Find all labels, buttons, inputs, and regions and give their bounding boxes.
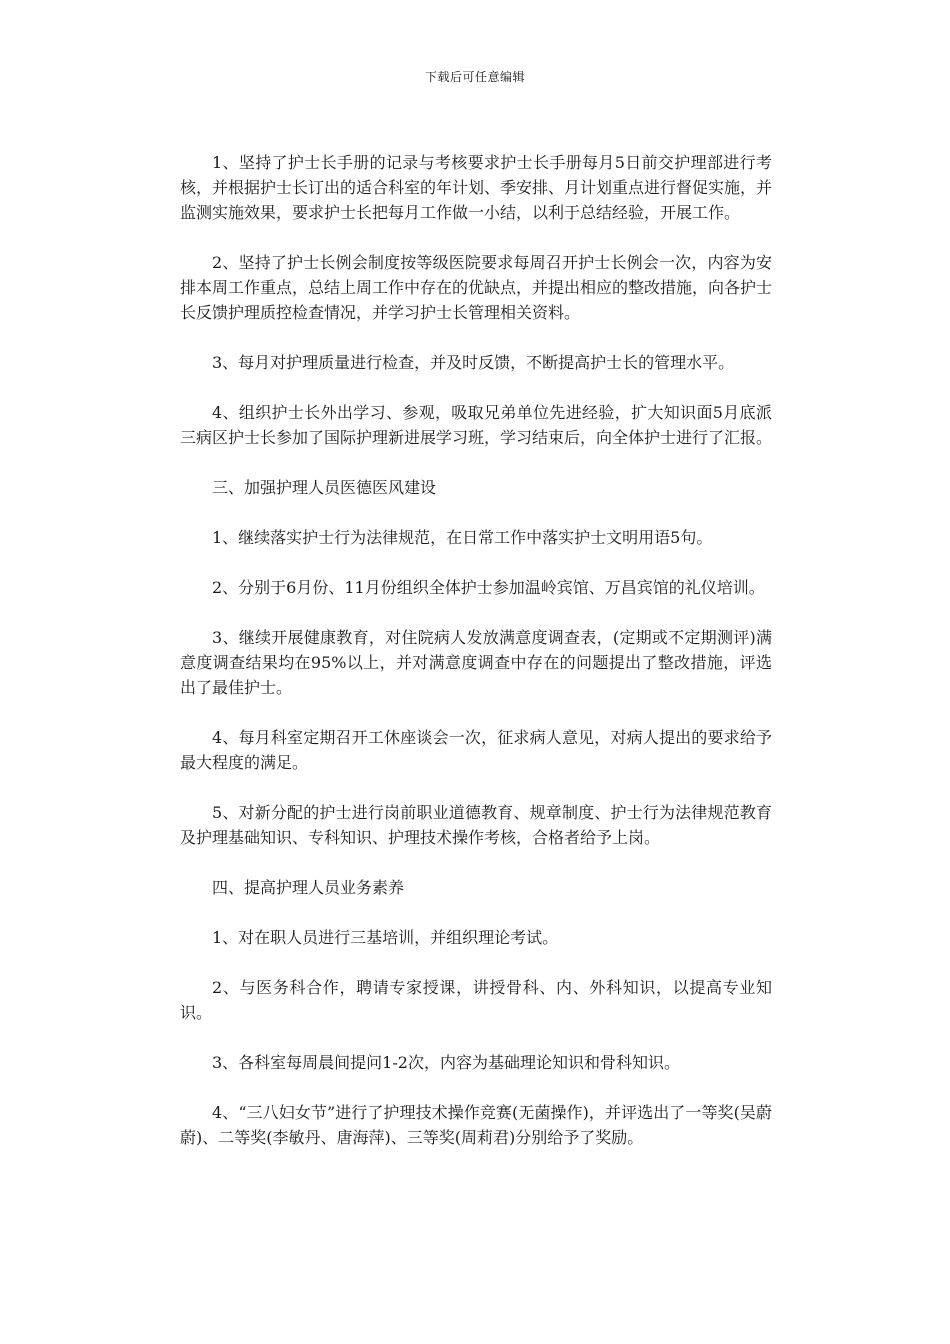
- paragraph: 1、继续落实护士行为法律规范，在日常工作中落实护士文明用语5句。: [212, 528, 713, 547]
- paragraph: 3、继续开展健康教育，对住院病人发放满意度调查表，(定期或不定期测评)满意度调查结果均在95%以上，并对满意度调查中存在的问题提出了整改措施，评选出了最佳护士。: [180, 628, 772, 697]
- section-heading: 三、加强护理人员医德医风建设: [212, 478, 437, 497]
- paragraph: 4、每月科室定期召开工休座谈会一次，征求病人意见，对病人提出的要求给予最大程度的满足。: [180, 728, 772, 772]
- paragraph: 2、坚持了护士长例会制度按等级医院要求每周召开护士长例会一次，内容为安排本周工作重点，总结上周工作中存在的优缺点，并提出相应的整改措施，向各护士长反馈护理质控检查情况，并学习护士长管理相关资料。: [180, 253, 773, 322]
- paragraph: 4、“三八妇女节”进行了护理技术操作竞赛(无菌操作)，并评选出了一等奖(吴蔚蔚)、二等奖(李敏丹、唐海萍)、三等奖(周莉君)分别给予了奖励。: [180, 1103, 772, 1147]
- page-header: 下载后可任意编辑: [424, 70, 525, 84]
- paragraph: 2、分别于6月份、11月份组织全体护士参加温岭宾馆、万昌宾馆的礼仪培训。: [212, 578, 765, 597]
- paragraph: 1、坚持了护士长手册的记录与考核要求护士长手册每月5日前交护理部进行考核，并根据护士长订出的适合科室的年计划、季安排、月计划重点进行督促实施，并监测实施效果，要求护士长把每月工作做一小结，以利于总结经验，开展工作。: [180, 153, 773, 222]
- section-heading: 四、提高护理人员业务素养: [212, 878, 405, 897]
- paragraph: 3、各科室每周晨间提问1-2次，内容为基础理论知识和骨科知识。: [212, 1053, 680, 1072]
- document-body: [180, 150, 772, 1175]
- paragraph: 2、与医务科合作，聘请专家授课，讲授骨科、内、外科知识，以提高专业知识。: [180, 978, 772, 1022]
- paragraph: 5、对新分配的护士进行岗前职业道德教育、规章制度、护士行为法律规范教育及护理基础知识、专科知识、护理技术操作考核，合格者给予上岗。: [180, 803, 772, 847]
- paragraph: 1、对在职人员进行三基培训，并组织理论考试。: [212, 928, 559, 947]
- paragraph: 3、每月对护理质量进行检查，并及时反馈，不断提高护士长的管理水平。: [212, 353, 735, 372]
- paragraph: 4、组织护士长外出学习、参观，吸取兄弟单位先进经验，扩大知识面5月底派三病区护士长参加了国际护理新进展学习班，学习结束后，向全体护士进行了汇报。: [180, 403, 773, 447]
